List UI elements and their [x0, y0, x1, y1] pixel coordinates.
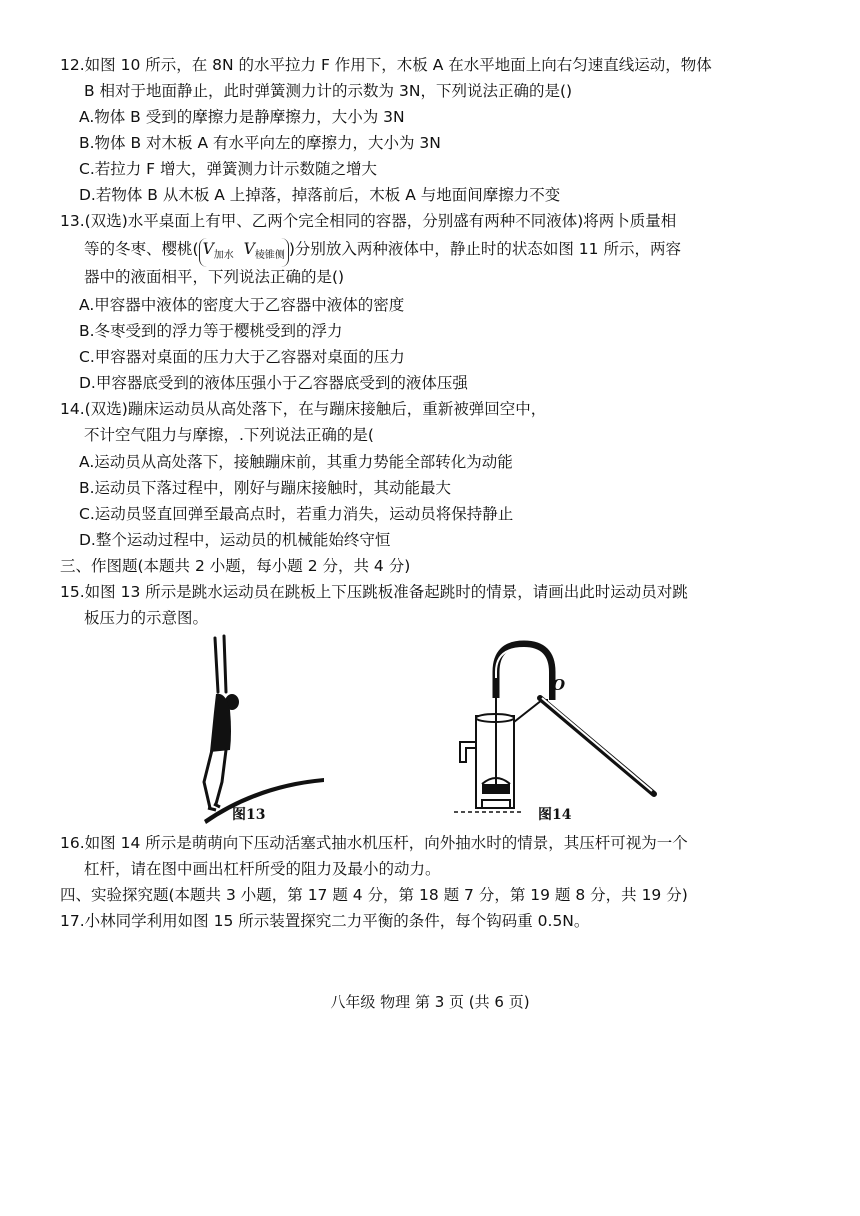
- q13-stem-line3: 器中的液面相平，下列说法正确的是(): [84, 268, 345, 286]
- figure-13-label: 图13: [232, 807, 266, 823]
- v1-subscript: 加水: [213, 250, 234, 262]
- q15-line1: 15.如图 13 所示是跳水运动员在跳板上下压跳板准备起跳时的情景，请画出此时运动员对跳: [60, 583, 688, 601]
- q13-option-b: B.冬枣受到的浮力等于樱桃受到的浮力: [79, 322, 343, 340]
- q13-option-a: A.甲容器中液体的密度大于乙容器中液体的密度: [79, 296, 405, 314]
- q13-stem-line2: [84, 238, 681, 267]
- v2-subscript: 棱锥侧: [254, 250, 285, 262]
- q13-stem-prefix: 等的冬枣、樱桃(: [84, 240, 199, 258]
- q15-line2: 板压力的示意图。: [84, 609, 209, 627]
- q14-stem-line1: 14.(双选)蹦床运动员从高处落下，在与蹦床接触后，重新被弹回空中，: [60, 400, 547, 418]
- section3-heading: 三、作图题(本题共 2 小题，每小题 2 分，共 4 分): [60, 557, 411, 575]
- q12-option-a: A.物体 B 受到的摩擦力是静摩擦力，大小为 3N: [79, 108, 405, 126]
- q16-line2: 杠杆，请在图中画出杠杆所受的阻力及最小的动力。: [84, 860, 441, 878]
- q14-stem-line2: 不计空气阻力与摩擦，.下列说法正确的是(: [84, 426, 374, 444]
- q12-option-d: D.若物体 B 从木板 A 上掉落，掉落前后，木板 A 与地面间摩擦力不变: [79, 186, 561, 204]
- q12-stem-line2: B 相对于地面静止，此时弹簧测力计的示数为 3N，下列说法正确的是(): [84, 82, 573, 100]
- diver-on-springboard-illustration: [196, 632, 326, 828]
- q13-stem-suffix: )分别放入两种液体中，静止时的状态如图 11 所示，两容: [288, 240, 681, 258]
- figure-13: [196, 632, 326, 828]
- figure-14: [452, 638, 672, 824]
- q12-option-b: B.物体 B 对木板 A 有水平向左的摩擦力，大小为 3N: [79, 134, 441, 152]
- section4-heading: 四、实验探究题(本题共 3 小题，第 17 题 4 分，第 18 题 7 分，第 19 题 8 分，共 19 分): [60, 886, 688, 904]
- page-footer: 八年级 物理 第 3 页 (共 6 页): [330, 993, 530, 1011]
- q12-option-c: C.若拉力 F 增大，弹簧测力计示数随之增大: [79, 160, 378, 178]
- fulcrum-o-label: O: [552, 676, 566, 694]
- q13-option-c: C.甲容器对桌面的压力大于乙容器对桌面的压力: [79, 348, 405, 366]
- q14-option-d: D.整个运动过程中，运动员的机械能始终守恒: [79, 531, 391, 549]
- q12-stem-line1: 12.如图 10 所示，在 8N 的水平拉力 F 作用下，木板 A 在水平地面上向右匀速直线运动，物体: [60, 56, 712, 74]
- q13-stem-line1: 13.(双选)水平桌面上有甲、乙两个完全相同的容器，分别盛有两种不同液体)将两卜质量相: [60, 212, 677, 230]
- q17-line1: 17.小林同学利用如图 15 所示装置探究二力平衡的条件，每个钩码重 0.5N。: [60, 912, 590, 930]
- q13-option-d: D.甲容器底受到的液体压强小于乙容器底受到的液体压强: [79, 374, 468, 392]
- v1-symbol: V: [202, 240, 214, 258]
- piston-pump-lever-illustration: [452, 638, 672, 824]
- q14-option-c: C.运动员竖直回弹至最高点时，若重力消失，运动员将保持静止: [79, 505, 514, 523]
- figure-14-label: 图14: [538, 807, 572, 823]
- q13-volume-formula: [199, 238, 289, 267]
- q16-line1: 16.如图 14 所示是萌萌向下压动活塞式抽水机压杆，向外抽水时的情景，其压杆可视为一个: [60, 834, 688, 852]
- q14-option-b: B.运动员下落过程中，刚好与蹦床接触时，其动能最大: [79, 479, 452, 497]
- q14-option-a: A.运动员从高处落下，接触蹦床前，其重力势能全部转化为动能: [79, 453, 513, 471]
- v2-symbol: V: [243, 240, 255, 258]
